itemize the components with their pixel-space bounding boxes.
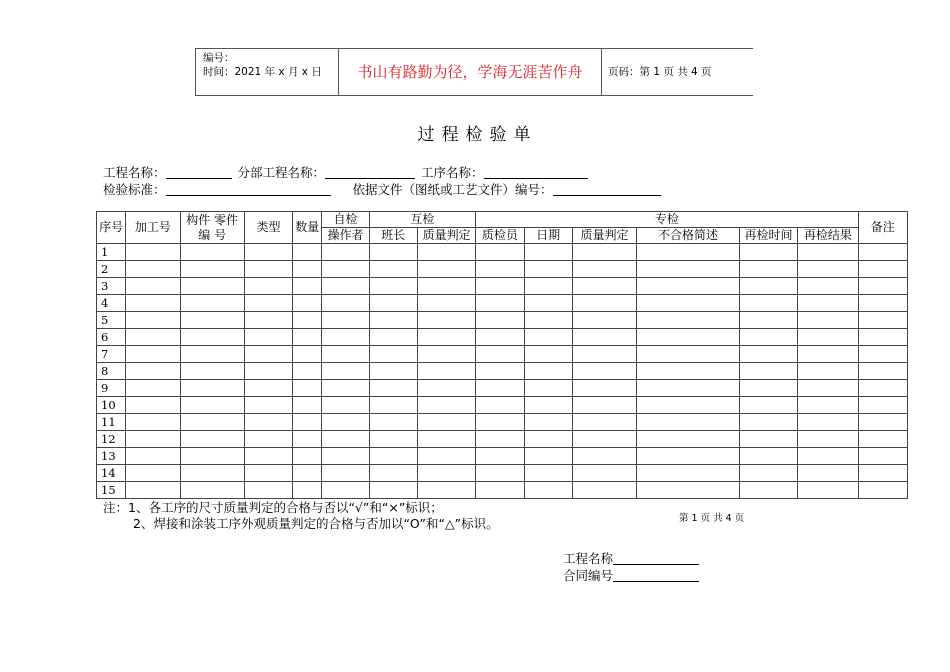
table-cell[interactable] [798,397,858,414]
header-part-no-line2: 编 号 [198,227,227,242]
table-cell[interactable] [637,312,740,329]
row-number: 8 [97,363,126,380]
row-number: 5 [97,312,126,329]
table-cell[interactable] [858,261,907,278]
table-cell[interactable] [244,397,292,414]
table-cell[interactable] [572,465,636,482]
table-cell[interactable] [180,261,244,278]
table-cell[interactable] [739,244,797,261]
table-cell[interactable] [637,448,740,465]
header-number-label: 编号： [203,52,235,64]
table-cell[interactable] [322,482,369,499]
table-cell[interactable] [637,278,740,295]
row-number: 15 [97,482,126,499]
inspection-table [96,211,908,499]
table-cell[interactable] [417,261,475,278]
table-cell[interactable] [417,329,475,346]
table-cell[interactable] [293,431,322,448]
row-number: 12 [97,431,126,448]
header-type: 类型 [244,212,292,244]
header-team-leader: 班长 [369,228,417,244]
table-cell[interactable] [244,448,292,465]
table-cell[interactable] [739,380,797,397]
table-cell[interactable] [798,363,858,380]
table-cell[interactable] [572,312,636,329]
table-cell[interactable] [637,346,740,363]
table-cell[interactable] [572,414,636,431]
table-cell[interactable] [858,380,907,397]
table-cell[interactable] [739,431,797,448]
header-time-label: 时间：2021 年 x 月 x 日 [203,66,322,78]
table-cell[interactable] [524,363,572,380]
table-cell[interactable] [572,329,636,346]
table-cell[interactable] [180,329,244,346]
table-cell[interactable] [293,261,322,278]
table-cell[interactable] [322,244,369,261]
sub-project-name-label: 分部工程名称： [237,165,326,180]
table-row [97,244,908,261]
table-cell[interactable] [858,278,907,295]
table-cell[interactable] [322,278,369,295]
table-cell[interactable] [476,431,524,448]
table-row [97,261,908,278]
table-cell[interactable] [858,397,907,414]
header-recheck-result: 再检结果 [798,228,858,244]
table-cell[interactable] [417,482,475,499]
table-cell[interactable] [293,363,322,380]
table-cell[interactable] [476,465,524,482]
header-self-check: 自检 [322,212,369,228]
table-cell[interactable] [739,414,797,431]
basis-document-label: 依据文件（图纸或工艺文件）编号： [352,182,553,197]
table-cell[interactable] [739,363,797,380]
table-cell[interactable] [572,482,636,499]
table-row [97,448,908,465]
table-cell[interactable] [798,380,858,397]
info-line-1 [103,163,588,181]
table-cell[interactable] [244,295,292,312]
note-line-1: 注：1、各工序的尺寸质量判定的合格与否以“√”和“×”标识； [103,500,443,515]
project-name-field[interactable] [166,166,232,179]
table-cell[interactable] [637,465,740,482]
table-cell[interactable] [739,312,797,329]
table-row [97,397,908,414]
table-cell[interactable] [126,312,180,329]
table-row [97,431,908,448]
sub-project-name-field[interactable] [325,166,415,179]
header-page-code: 页码：第 1 页 共 4 页 [608,66,712,78]
table-cell[interactable] [858,482,907,499]
table-cell[interactable] [126,346,180,363]
table-cell[interactable] [798,278,858,295]
table-cell[interactable] [524,431,572,448]
table-cell[interactable] [322,397,369,414]
table-cell[interactable] [858,431,907,448]
table-cell[interactable] [798,465,858,482]
table-cell[interactable] [637,431,740,448]
table-cell[interactable] [369,312,417,329]
header-remarks: 备注 [858,212,907,244]
process-name-label: 工序名称： [421,165,484,180]
row-number: 11 [97,414,126,431]
table-row [97,312,908,329]
table-cell[interactable] [524,346,572,363]
table-cell[interactable] [739,482,797,499]
table-row [97,295,908,312]
table-cell[interactable] [417,312,475,329]
header-seq: 序号 [97,212,126,244]
table-cell[interactable] [126,261,180,278]
table-cell[interactable] [244,244,292,261]
header-date: 日期 [524,228,572,244]
table-cell[interactable] [322,363,369,380]
table-cell[interactable] [180,482,244,499]
table-cell[interactable] [180,363,244,380]
table-cell[interactable] [637,244,740,261]
header-mutual-check: 互检 [369,212,476,228]
row-number: 1 [97,244,126,261]
table-cell[interactable] [126,414,180,431]
table-cell[interactable] [476,295,524,312]
table-cell[interactable] [417,380,475,397]
table-cell[interactable] [244,261,292,278]
row-number: 4 [97,295,126,312]
table-cell[interactable] [858,295,907,312]
header-inspector: 质检员 [476,228,524,244]
table-cell[interactable] [572,295,636,312]
table-cell[interactable] [369,244,417,261]
table-cell[interactable] [180,465,244,482]
table-cell[interactable] [180,431,244,448]
table-cell[interactable] [476,261,524,278]
table-cell[interactable] [322,261,369,278]
table-cell[interactable] [180,312,244,329]
table-cell[interactable] [739,397,797,414]
header-part-no [180,212,244,244]
table-cell[interactable] [322,431,369,448]
table-cell[interactable] [126,244,180,261]
header-quality-judgment-mutual: 质量判定 [417,228,475,244]
table-cell[interactable] [417,465,475,482]
table-cell[interactable] [524,312,572,329]
table-cell[interactable] [180,380,244,397]
table-cell[interactable] [858,465,907,482]
table-row [97,278,908,295]
table-row [97,465,908,482]
table-cell[interactable] [126,465,180,482]
table-cell[interactable] [417,363,475,380]
table-cell[interactable] [858,244,907,261]
row-number: 3 [97,278,126,295]
table-cell[interactable] [739,465,797,482]
table-cell[interactable] [417,346,475,363]
table-cell[interactable] [739,278,797,295]
table-cell[interactable] [798,312,858,329]
header-special-check: 专检 [476,212,858,228]
notes [103,500,499,532]
table-cell[interactable] [293,312,322,329]
table-cell[interactable] [637,414,740,431]
header-quantity: 数量 [293,212,322,244]
table-cell[interactable] [417,278,475,295]
table-cell[interactable] [524,482,572,499]
header-recheck-time: 再检时间 [739,228,797,244]
table-cell[interactable] [524,380,572,397]
table-cell[interactable] [322,295,369,312]
table-cell[interactable] [180,244,244,261]
project-name-label: 工程名称： [103,165,166,180]
table-cell[interactable] [572,363,636,380]
table-cell[interactable] [858,363,907,380]
table-cell[interactable] [369,295,417,312]
table-cell[interactable] [476,414,524,431]
table-cell[interactable] [798,261,858,278]
table-cell[interactable] [637,380,740,397]
table-cell[interactable] [417,431,475,448]
table-cell[interactable] [322,312,369,329]
table-cell[interactable] [476,312,524,329]
table-cell[interactable] [637,295,740,312]
table-row [97,346,908,363]
table-body [97,244,908,499]
table-cell[interactable] [524,329,572,346]
table-cell[interactable] [417,295,475,312]
row-number: 13 [97,448,126,465]
table-cell[interactable] [637,261,740,278]
table-cell[interactable] [637,482,740,499]
row-number: 7 [97,346,126,363]
table-cell[interactable] [572,380,636,397]
table-cell[interactable] [322,329,369,346]
table-cell[interactable] [244,431,292,448]
table-cell[interactable] [180,346,244,363]
table-cell[interactable] [798,482,858,499]
info-line-2 [103,180,661,198]
table-cell[interactable] [293,482,322,499]
table-cell[interactable] [369,482,417,499]
table-cell[interactable] [417,244,475,261]
table-cell[interactable] [572,397,636,414]
table-cell[interactable] [476,329,524,346]
header-nonconformity: 不合格简述 [637,228,740,244]
table-cell[interactable] [293,329,322,346]
table-row [97,363,908,380]
table-cell[interactable] [858,414,907,431]
table-cell[interactable] [476,397,524,414]
table-cell[interactable] [858,312,907,329]
table-cell[interactable] [369,431,417,448]
footer-project-name-label: 工程名称 [563,551,614,566]
table-cell[interactable] [244,363,292,380]
header-motto: 书山有路勤为径，学海无涯苦作舟 [339,49,602,95]
table-cell[interactable] [417,448,475,465]
table-cell[interactable] [244,482,292,499]
header-part-no-line1: 构件 零件 [186,212,239,227]
table-cell[interactable] [369,380,417,397]
table-cell[interactable] [369,278,417,295]
table-cell[interactable] [322,448,369,465]
table-cell[interactable] [858,448,907,465]
table-cell[interactable] [637,363,740,380]
table-cell[interactable] [293,448,322,465]
table-cell[interactable] [244,346,292,363]
footer-contract-no [563,566,699,584]
table-cell[interactable] [798,346,858,363]
row-number: 2 [97,261,126,278]
table-cell[interactable] [476,448,524,465]
table-cell[interactable] [524,465,572,482]
table-cell[interactable] [293,397,322,414]
header-process-no: 加工号 [126,212,180,244]
table-cell[interactable] [126,431,180,448]
table-cell[interactable] [476,482,524,499]
table-cell[interactable] [293,346,322,363]
table-cell[interactable] [476,244,524,261]
page-title: 过程检验单 [417,125,538,145]
table-cell[interactable] [244,465,292,482]
table-row [97,482,908,499]
footer-project-name [563,549,699,567]
table-cell[interactable] [293,278,322,295]
table-cell[interactable] [180,397,244,414]
table-cell[interactable] [369,363,417,380]
table-cell[interactable] [244,312,292,329]
table-cell[interactable] [524,278,572,295]
table-cell[interactable] [476,363,524,380]
table-cell[interactable] [524,295,572,312]
footer-contract-no-label: 合同编号 [563,568,614,583]
page-number: 第 1 页 共 4 页 [679,513,745,524]
table-cell[interactable] [369,397,417,414]
table-cell[interactable] [476,346,524,363]
table-cell[interactable] [180,448,244,465]
table-cell[interactable] [798,448,858,465]
table-cell[interactable] [126,295,180,312]
row-number: 10 [97,397,126,414]
table-cell[interactable] [126,363,180,380]
table-cell[interactable] [244,278,292,295]
table-cell[interactable] [798,431,858,448]
table-cell[interactable] [293,465,322,482]
table-cell[interactable] [739,346,797,363]
row-number: 9 [97,380,126,397]
header-left-cell [195,49,339,95]
table-cell[interactable] [739,295,797,312]
table-cell[interactable] [476,380,524,397]
table-cell[interactable] [126,278,180,295]
table-cell[interactable] [524,261,572,278]
table-cell[interactable] [798,295,858,312]
table-cell[interactable] [417,414,475,431]
table-cell[interactable] [572,261,636,278]
table-cell[interactable] [369,329,417,346]
basis-document-field[interactable] [553,183,661,196]
table-cell[interactable] [126,329,180,346]
table-cell[interactable] [293,380,322,397]
document-header [195,48,753,96]
row-number: 6 [97,329,126,346]
note-line-2: 2、焊接和涂装工序外观质量判定的合格与否加以“O”和“△”标识。 [133,516,499,531]
table-cell[interactable] [293,414,322,431]
table-cell[interactable] [293,295,322,312]
table-row [97,414,908,431]
table-cell[interactable] [739,329,797,346]
inspection-standard-label: 检验标准： [103,182,166,197]
table-cell[interactable] [322,380,369,397]
table-cell[interactable] [322,346,369,363]
header-operator: 操作者 [322,228,369,244]
table-cell[interactable] [798,244,858,261]
table-row [97,380,908,397]
table-cell[interactable] [369,448,417,465]
table-cell[interactable] [858,346,907,363]
table-cell[interactable] [798,329,858,346]
table-cell[interactable] [572,448,636,465]
footer-project-name-field[interactable] [613,552,699,565]
table-cell[interactable] [244,380,292,397]
table-cell[interactable] [739,448,797,465]
table-cell[interactable] [369,261,417,278]
table-cell[interactable] [369,465,417,482]
table-cell[interactable] [244,414,292,431]
table-cell[interactable] [293,244,322,261]
table-cell[interactable] [524,448,572,465]
table-cell[interactable] [126,380,180,397]
table-cell[interactable] [126,397,180,414]
table-cell[interactable] [244,329,292,346]
table-cell[interactable] [126,482,180,499]
header-quality-judgment-special: 质量判定 [572,228,636,244]
table-cell[interactable] [180,278,244,295]
table-cell[interactable] [572,278,636,295]
table-cell[interactable] [180,414,244,431]
table-cell[interactable] [524,414,572,431]
table-cell[interactable] [369,414,417,431]
table-cell[interactable] [637,397,740,414]
row-number: 14 [97,465,126,482]
table-cell[interactable] [524,397,572,414]
inspection-standard-field[interactable] [166,183,331,196]
table-cell[interactable] [180,295,244,312]
table-cell[interactable] [126,448,180,465]
table-cell[interactable] [476,278,524,295]
table-cell[interactable] [798,414,858,431]
table-cell[interactable] [369,346,417,363]
table-cell[interactable] [637,329,740,346]
table-cell[interactable] [739,261,797,278]
table-cell[interactable] [572,346,636,363]
process-name-field[interactable] [484,166,588,179]
table-cell[interactable] [417,397,475,414]
table-cell[interactable] [858,329,907,346]
footer-contract-no-field[interactable] [613,569,699,582]
table-row [97,329,908,346]
table-cell[interactable] [572,244,636,261]
table-cell[interactable] [322,465,369,482]
table-cell[interactable] [572,431,636,448]
table-cell[interactable] [524,244,572,261]
table-cell[interactable] [322,414,369,431]
